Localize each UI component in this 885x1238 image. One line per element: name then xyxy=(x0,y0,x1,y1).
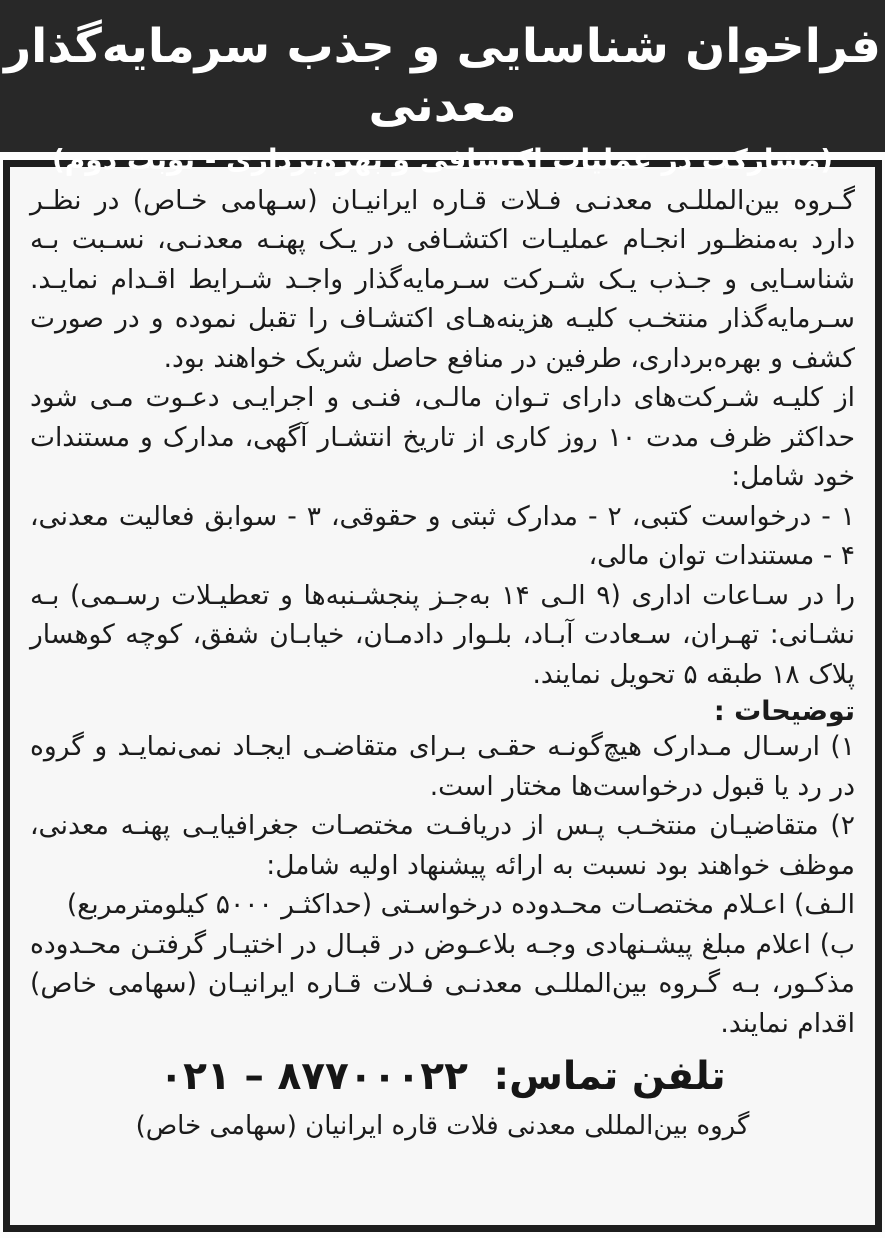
phone-number: ۸۷۷۰۰۰۲۲ – ۰۲۱ xyxy=(159,1054,468,1100)
ad-subtitle: (مشارکت در عملیات اکتشافی و بهره‌برداری - نوبت دوم) xyxy=(51,142,833,176)
note-item-be: ب) اعلام مبلغ پیشـنهادی وجـه بلاعـوض در قبـال در اختیـار گرفتـن محـدوده مذکـور، بـه گـروه بین‌المللـی معدنـی فـلات قـاره ایرانیـان (سهامی خاص) اقدام نمایند. xyxy=(30,928,855,1039)
ad-body-box xyxy=(3,160,882,1232)
ad-title: فراخوان شناسایی و جذب سرمایه‌گذار معدنی xyxy=(4,19,881,133)
notes-heading: توضیحات : xyxy=(713,696,855,728)
ad-headline-banner xyxy=(0,0,885,176)
delivery-address-paragraph: را در سـاعات اداری (۹ الـی ۱۴ به‌جـز پنجشـنبه‌ها و تعطیـلات رسـمی) بـه نشـانی: تهـران، سـعادت آبـاد، بلـوار دادمـان، خیابـان شفق، کوچه کوهسار پلاک ۱۸ طبقه ۵ تحویل نمایند. xyxy=(30,579,856,690)
contact-phone-row xyxy=(30,1053,855,1102)
invitation-paragraph: از کلیـه شـرکت‌های دارای تـوان مالـی، فنـی و اجرایـی دعـوت مـی شود حداکثر ظرف مدت ۱۰ روز کاری از تاریخ انتشـار آگهی، مدارک و مستندات خود شامل: xyxy=(30,382,855,493)
company-name: گروه بین‌المللی معدنی فلات قاره ایرانیان (سهامی خاص) xyxy=(135,1110,750,1141)
note-item-alef: الـف) اعـلام مختصـات محـدوده درخواسـتی (حداکثـر ۵۰۰۰ کیلومترمربع) xyxy=(66,889,855,921)
required-documents-list: ۱ - درخواست کتبی، ۲ - مدارک ثبتی و حقوقی، ۳ - سوابق فعالیت معدنی، ۴ - مستندات توان مالی، xyxy=(30,500,856,572)
note-1: ۱) ارسـال مـدارک هیچ‌گونـه حقـی بـرای متقاضـی ایجـاد نمی‌نمایـد و گروه در رد یا قبول درخواست‌ها مختار است. xyxy=(30,731,855,802)
note-2: ۲) متقاضیـان منتخـب پـس از دریافـت مختصـات جغرافیایـی پهنـه معدنی، موظف خواهند بود نسبت به ارائه پیشنهاد اولیه شامل: xyxy=(30,810,855,881)
intro-paragraph: گـروه بین‌المللـی معدنـی فـلات قـاره ایرانیـان (سـهامی خـاص) در نظـر دارد به‌منظـور انجـام عملیـات اکتشـافی در یـک پهنـه معدنـی، نسـبت بـه شناسـایی و جـذب یـک شـرکت سـرمایه‌گذار واجـد شـرایط اقـدام نمایـد. سـرمایه‌گذار منتخـب کلیـه هزینه‌هـای اکتشـاف را تقبل نموده و در صورت کشف و بهره‌برداری، طرفین در منافع حاصل شریک خواهند بود. xyxy=(30,185,855,374)
phone-label: تلفن تماس: xyxy=(493,1054,726,1100)
